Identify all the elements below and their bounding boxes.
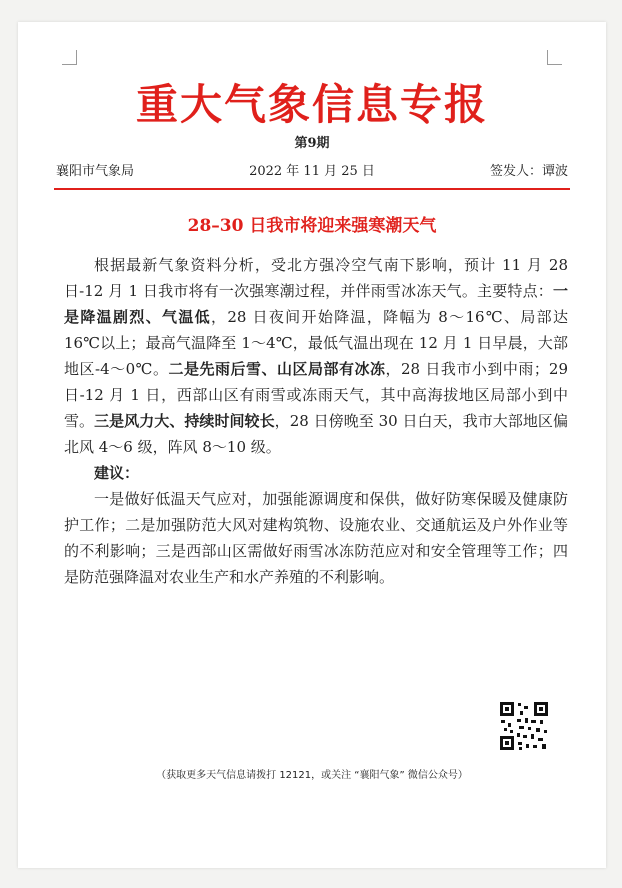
red-divider (54, 188, 570, 190)
suggestion-title: 建议： (94, 464, 140, 482)
footer-note: （获取更多天气信息请拨打 12121，或关注 “襄阳气象” 微信公众号） (156, 770, 468, 781)
masthead-title: 重大气象信息专报 (135, 80, 488, 129)
issuer: 襄阳市气象局 (56, 164, 135, 179)
bold-run: 二是先雨后雪、山区局部有冰冻 (168, 360, 386, 378)
text-run: ，28 日我市小到中雨；29 日-12 月 1 日，西部山区有雨雪或冻雨天气，其中高海拔地区局部小到中雪。 (64, 360, 568, 430)
paragraph-main (64, 252, 568, 460)
issue-date: 2022 年 11 月 25 日 (249, 164, 375, 179)
crop-mark-top-right (547, 50, 562, 65)
bold-run: 三是风力大、持续时间较长 (94, 412, 275, 430)
bold-run: 一是降温剧烈、气温低 (64, 282, 568, 326)
meta-row (56, 160, 568, 178)
suggestion-text: 一是做好低温天气应对，加强能源调度和保供，做好防寒保暖及健康防护工作；二是加强防范大风对建构筑物、设施农业、交通航运及户外作业等的不利影响；三是西部山区需做好雨雪冰冻防范应对和安全管理等工作；四是防范强降温对农业生产和水产养殖的不利影响。 (64, 490, 568, 586)
document-body (64, 252, 568, 590)
signer: 签发人：谭波 (489, 164, 568, 179)
issue-number: 第9期 (294, 136, 330, 151)
text-run: ，28 日傍晚至 30 日白天，我市大部地区偏北风 4～6 级，阵风 8～10 级。 (64, 412, 568, 456)
headline: 28–30 日我市将迎来强寒潮天气 (187, 216, 437, 236)
crop-mark-top-left (62, 50, 77, 65)
document-page (18, 22, 606, 868)
text-run: 根据最新气象资料分析，受北方强冷空气南下影响，预计 11 月 28 日-12 月 1 日我市将有一次强寒潮过程，并伴雨雪冰冻天气。主要特点： (64, 256, 568, 300)
text-run: ，28 日夜间开始降温，降幅为 8～16℃、局部达 16℃以上；最高气温降至 1～4℃，最低气温出现在 12 月 1 日早晨，大部地区-4～0℃。 (64, 308, 568, 378)
qr-code-icon (498, 700, 550, 752)
